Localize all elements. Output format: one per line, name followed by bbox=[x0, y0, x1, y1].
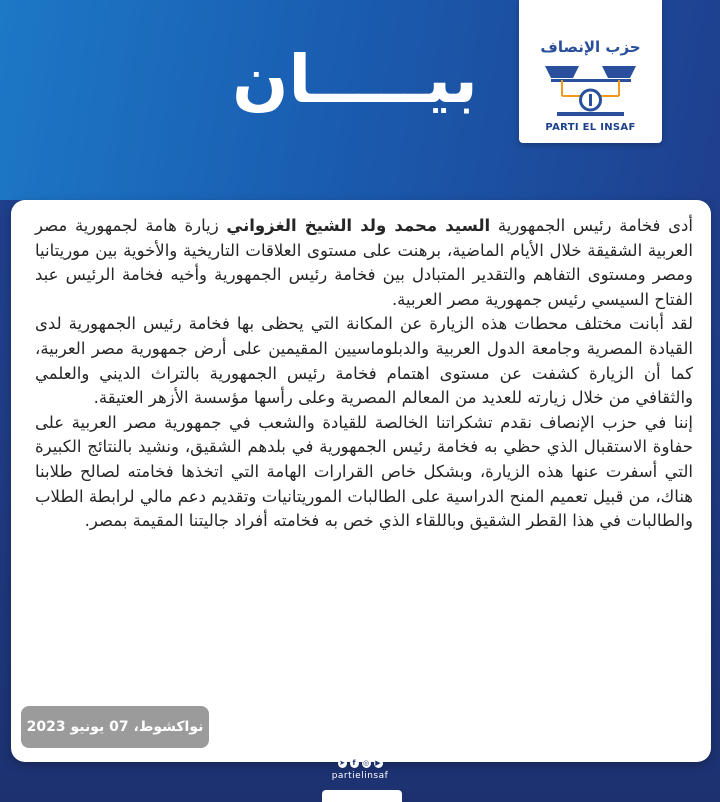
logo-name-fr: PARTI EL INSAF bbox=[545, 122, 636, 133]
statement-paragraph-2: لقد أبانت مختلف محطات هذه الزيارة عن المكانة التي يحظى بها فخامة رئيس الجمهورية لدى القيادة المصرية وجامعة الدول العربية والدبلوماسيين المقيمين على أرض جمهورية مصر العربية، كما أن الزيارة كشفت عن مستوى اهتمام فخامة رئيس الجمهورية بالتراث الديني والعلمي والثقافي من خلال زيارته للعديد من المعالم المصرية وعلى رأسها مؤسسة الأزهر العتيقة. bbox=[35, 314, 693, 408]
social-handle[interactable]: partielinsaf bbox=[331, 771, 389, 781]
logo-name-ar: حزب الإنصاف bbox=[540, 38, 641, 56]
facebook-icon[interactable]: f bbox=[350, 759, 359, 768]
statement-body bbox=[35, 214, 693, 534]
bottom-tab bbox=[322, 790, 402, 802]
statement-paragraph-1 bbox=[35, 214, 693, 312]
p1-text-end: زيارة هامة لجمهورية مصر العربية الشقيقة خلال الأيام الماضية، برهنت على مستوى العلاقات التاريخية والأخوية بين موريتانيا ومصر ومستوى التفاهم والتقدير المتبادل بين فخامة رئيس الجمهورية وأخيه فخامة الرئيس عبد الفتاح السيسي رئيس جمهورية مصر العربية. bbox=[35, 216, 693, 309]
party-logo bbox=[519, 0, 662, 143]
social-icons bbox=[320, 759, 400, 768]
social-block bbox=[320, 759, 400, 781]
statement-card bbox=[11, 200, 711, 762]
president-name: السيد محمد ولد الشيخ الغزواني bbox=[226, 216, 491, 235]
youtube-icon[interactable]: ▶ bbox=[375, 759, 381, 767]
instagram-icon[interactable]: ◎ bbox=[362, 759, 370, 767]
page-title: بيـــــان bbox=[232, 41, 478, 118]
date-badge: نواكشوط، 07 يونيو 2023 bbox=[21, 706, 209, 748]
p1-text-start: أدى فخامة رئيس الجمهورية bbox=[490, 216, 693, 235]
scales-icon bbox=[543, 62, 638, 120]
telegram-icon[interactable]: ➤ bbox=[339, 759, 345, 767]
statement-paragraph-3: إننا في حزب الإنصاف نقدم تشكراتنا الخالصة للقيادة والشعب في جمهورية مصر العربية على حفاوة الاستقبال الذي حظي به فخامة رئيس الجمهورية في بلدهم الشقيق، ونشيد بالنتائج الكبيرة التي أسفرت عنها هذه الزيارة، وبشكل خاص القرارات الهامة التي اتخذها فخامته لصالح طلابنا هناك، من قبيل تعميم المنح الدراسية على الطالبات الموريتانيات وتقديم دعم مالي لرابطة الطلاب والطالبات في هذا القطر الشقيق وباللقاء الذي خص به فخامته أفراد جاليتنا المقيمة بمصر. bbox=[35, 412, 693, 531]
